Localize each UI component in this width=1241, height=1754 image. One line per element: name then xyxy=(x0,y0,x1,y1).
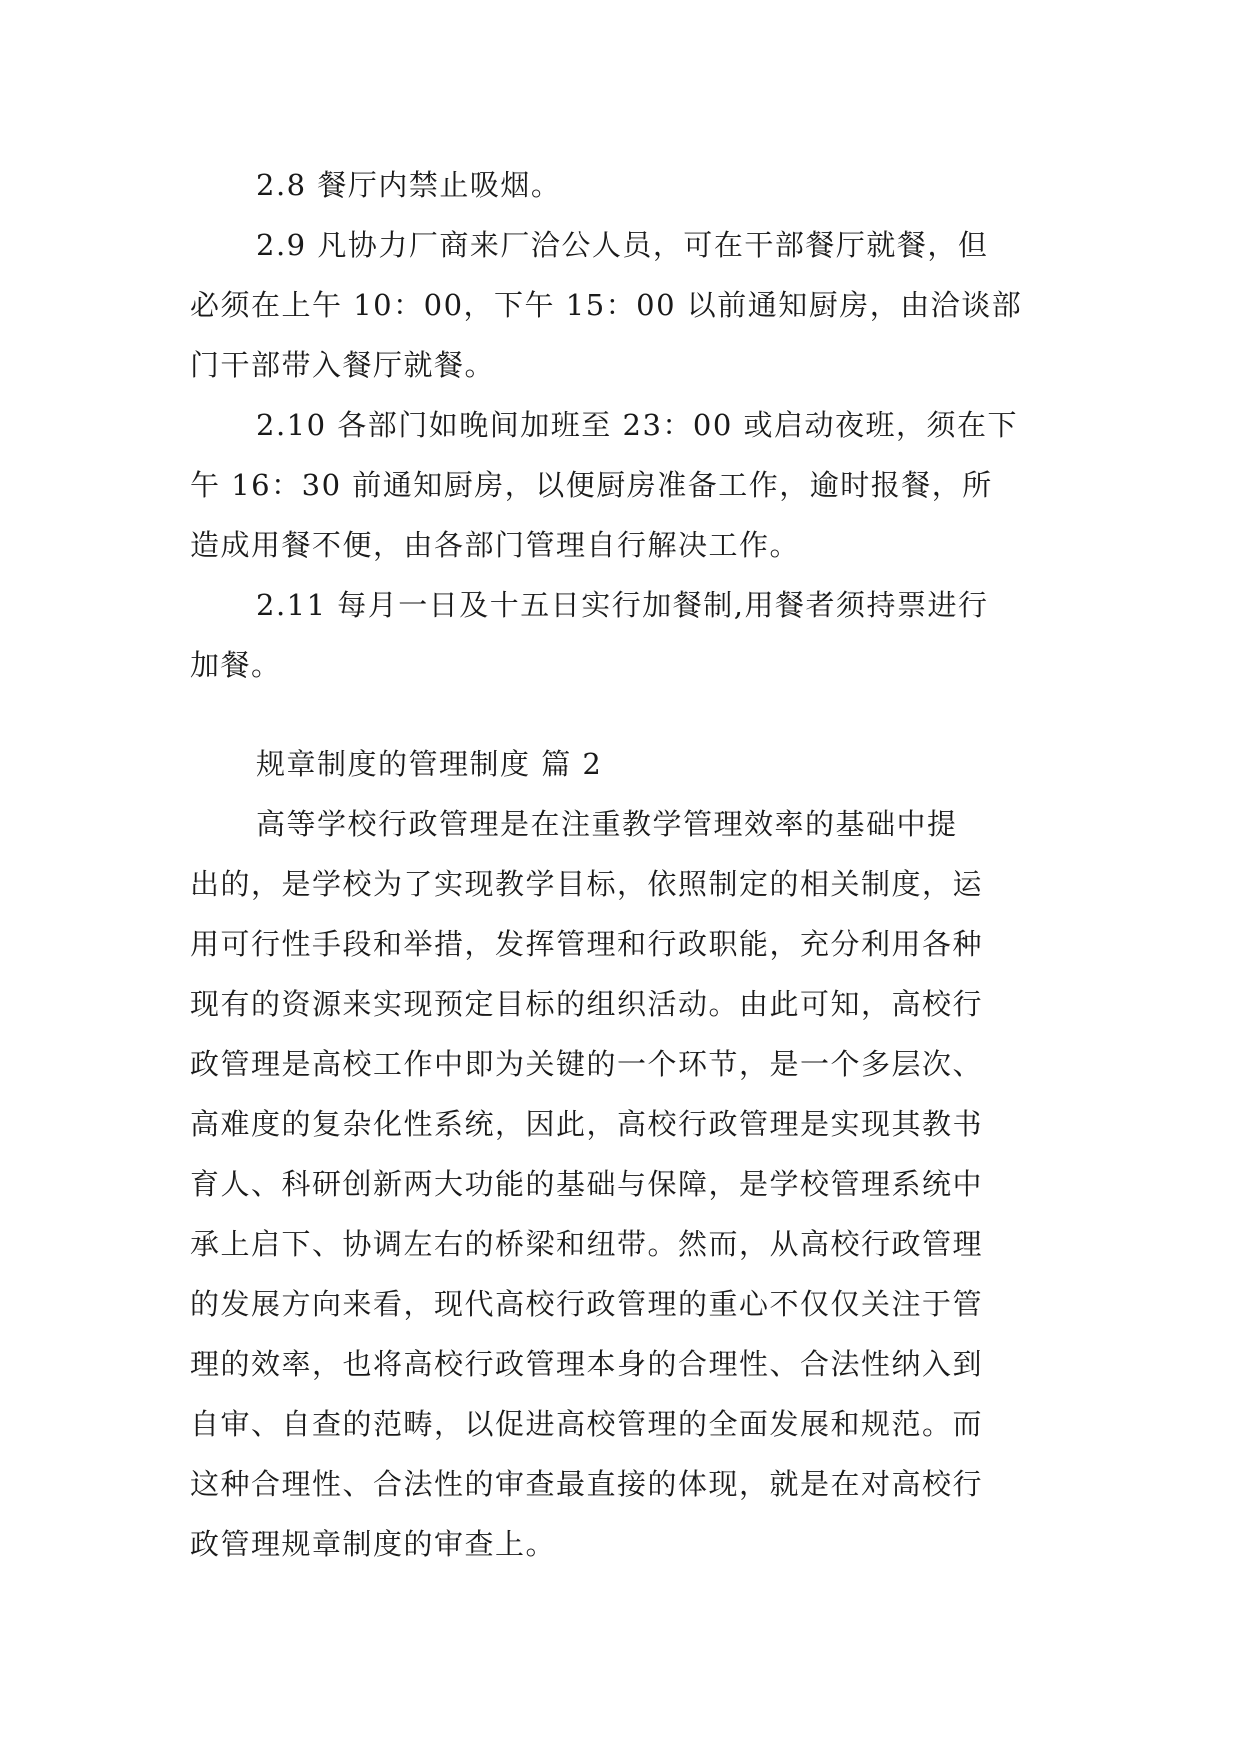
paragraph-line-4: 现有的资源来实现预定目标的组织活动。由此可知，高校行 xyxy=(190,987,984,1021)
paragraph-line-8: 承上启下、协调左右的桥梁和纽带。然而，从高校行政管理 xyxy=(190,1227,984,1261)
rule-2-10-line-3: 造成用餐不便，由各部门管理自行解决工作。 xyxy=(190,528,801,562)
paragraph-line-3: 用可行性手段和举措，发挥管理和行政职能，充分利用各种 xyxy=(190,927,984,961)
paragraph-line-1: 高等学校行政管理是在注重教学管理效率的基础中提 xyxy=(256,807,958,841)
paragraph-line-10: 理的效率，也将高校行政管理本身的合理性、合法性纳入到 xyxy=(190,1347,984,1381)
rule-2-11-line-2: 加餐。 xyxy=(190,648,282,682)
rule-2-10-line-1: 2.10 各部门如晚间加班至 23：00 或启动夜班，须在下 xyxy=(256,408,1019,442)
rule-2-10-line-2: 午 16：30 前通知厨房，以便厨房准备工作，逾时报餐，所 xyxy=(190,468,993,502)
paragraph-line-11: 自审、自查的范畴，以促进高校管理的全面发展和规范。而 xyxy=(190,1407,984,1441)
paragraph-line-9: 的发展方向来看，现代高校行政管理的重心不仅仅关注于管 xyxy=(190,1287,984,1321)
paragraph-line-5: 政管理是高校工作中即为关键的一个环节，是一个多层次、 xyxy=(190,1047,984,1081)
section-heading: 规章制度的管理制度 篇 2 xyxy=(256,747,603,781)
paragraph-line-7: 育人、科研创新两大功能的基础与保障，是学校管理系统中 xyxy=(190,1167,984,1201)
paragraph-line-6: 高难度的复杂化性系统，因此，高校行政管理是实现其教书 xyxy=(190,1107,984,1141)
rule-2-9-line-1: 2.9 凡协力厂商来厂洽公人员，可在干部餐厅就餐，但 xyxy=(256,228,989,262)
paragraph-line-2: 出的，是学校为了实现教学目标，依照制定的相关制度，运 xyxy=(190,867,984,901)
paragraph-line-13: 政管理规章制度的审查上。 xyxy=(190,1527,557,1561)
paragraph-line-12: 这种合理性、合法性的审查最直接的体现，就是在对高校行 xyxy=(190,1467,984,1501)
rule-2-8: 2.8 餐厅内禁止吸烟。 xyxy=(256,168,562,202)
rule-2-9-line-2: 必须在上午 10：00，下午 15：00 以前通知厨房，由洽谈部 xyxy=(190,288,1023,322)
rule-2-11-line-1: 2.11 每月一日及十五日实行加餐制,用餐者须持票进行 xyxy=(256,588,989,622)
rule-2-9-line-3: 门干部带入餐厅就餐。 xyxy=(190,348,496,382)
